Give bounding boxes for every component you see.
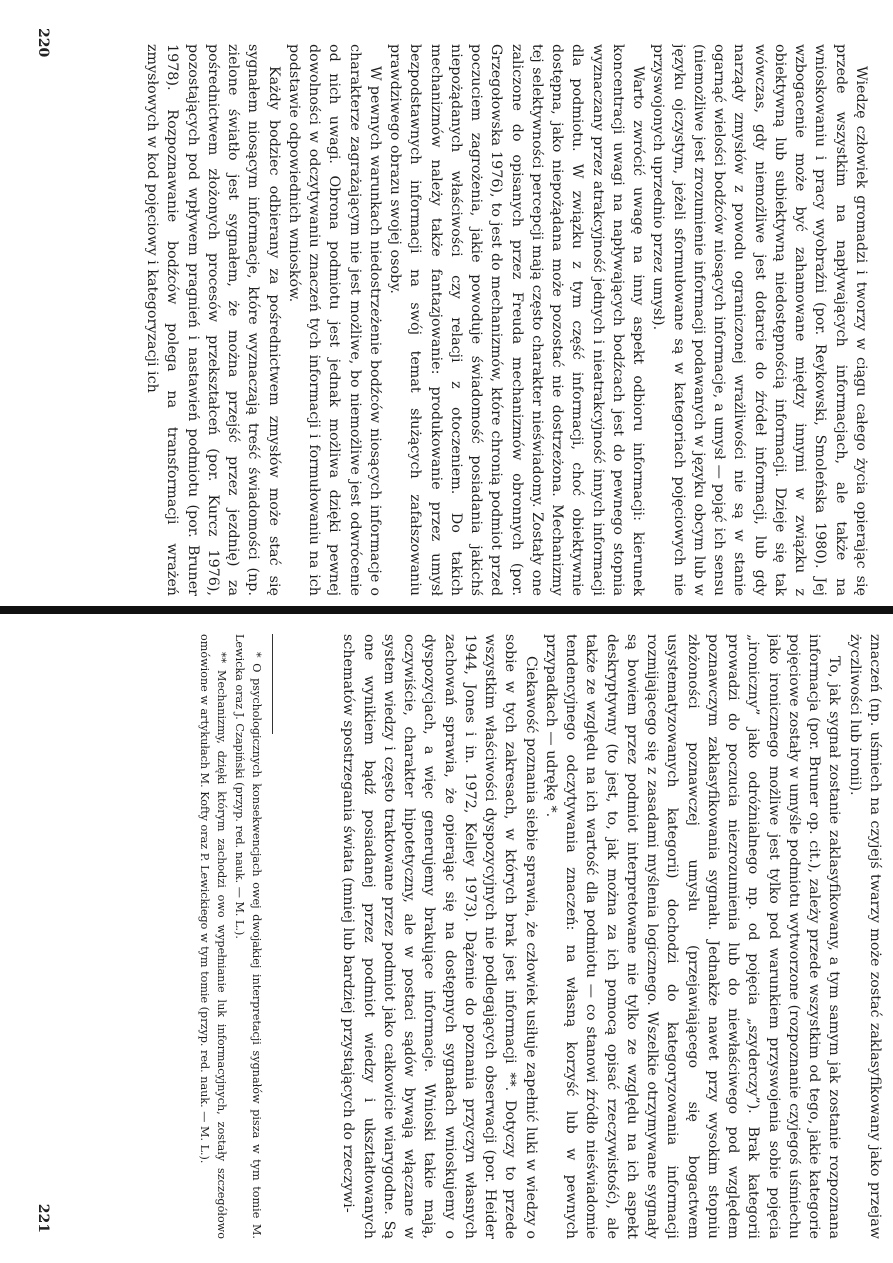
paragraph: znaczeń (np. uśmiech na czyjejś twarzy może zostać zaklasyfikowany jako przejaw życzliwości lub ironii). bbox=[846, 634, 883, 1239]
left-page-body bbox=[116, 44, 871, 596]
right-page-body bbox=[293, 634, 885, 1239]
paragraph: Wiedzę człowiek gromadzi i tworzy w ciągu całego życia opierając się przede wszystkim na napływających informacjach, ale także na wnioskowaniu i pracy wyobraźni (por. Reykowski, Smoleńska 1980). Jej wzbogacenie może być zahamowane między innymi w związku z obiektywną lub subiektywną niedostępnością informacji. Dzieje się tak wówczas, gdy niemożliwe jest dotarcie do źródeł informacji, lub gdy narządy zmysłów z powodu ograniczonej wrażliwości nie są w stanie ogarnąć wielości bodźców niosących informacje, a umysł — pojąć ich sensu (niemożliwe jest zrozumienie informacji podawanych w języku obcym lub w języku ojczystym, jeżeli sformułowane są w kategoriach pojęciowych nie przyswojonych uprzednio przez umysł). bbox=[650, 44, 869, 596]
footnote-rule bbox=[272, 634, 273, 734]
footnote: * O psychologicznych konsekwencjach owej dwojakiej interpretacji sygnałów pisza w tym tomie M. Lewicka oraz J. Czapiński (przyp. red. nauk. — M. L.). bbox=[233, 634, 263, 1239]
paragraph: Warto zwrócić uwagę na inny aspekt odbioru informacji: kierunek koncentracji uwagi na napływających bodźcach jest do pewnego stopnia wyznaczany przez atrakcyjność jednych i nieatrakcyjność innych informacji dla podmiotu. W związku z tym część informacji, choć obiektywnie dostępna, jako niepożądana może pozostać nie dostrzeżona. Mechanizmy tej selektywności percepcji mają często charakter nieświadomy. Zostały one zaliczone do opisanych przez Freuda mechanizmów obronnych (por. Grzegołowska 1976), to jest do mechanizmów, które chronią podmiot przed poczuciem zagrożenia, jakie powoduje świadomość posiadania jakichś niepożądanych właściwości czy relacji z otoczeniem. Do takich mechanizmów należy także fantazjowanie: produkowanie przez umysł bezpodstawnych informacji na swój temat służących zafałszowaniu prawdziwego obrazu swojej osoby. bbox=[387, 44, 647, 596]
right-page bbox=[0, 614, 893, 1263]
footnote: ** Mechanizmy, dzięki którym zachodzi owo wypełnianie luk informacyjnych, zostały szczegółowo omówione w artykułach M. Kofty oraz P. Lewickiego w tym tomie (przyp. red. nauk. — M. L.). bbox=[198, 634, 228, 1239]
paragraph: To, jak sygnał zostanie zaklasyfikowany, a tym samym jak zostanie rozpoznana informacja (por. Bruner op. cit.), zależy przede wszystkim od tego, jakie kategorie pojęciowe zostały w umyśle podmiotu wytworzone (rozpoznanie czyjegoś uśmiechu jako ironicznego możliwe jest tylko pod warunkiem przyswojenia sobie pojęcia „ironiczny” jako odróżnialnego np. od pojęcia „szyderczy”). Brak kategorii prowadzi do poczucia niezrozumienia lub do niewłaściwego pod względem poznawczym zaklasyfikowania sygnału. Jednakże nawet przy wysokim stopniu złożoności poznawczej umysłu (przejawiającego się bogactwem usystematyzowanych kategorii) dochodzi do kategoryzowania informacji rozmijającego się z zasadami myślenia logicznego. Wszelkie otrzymywane sygnały są bowiem przez podmiot interpretowane nie tylko ze względu na ich aspekt deskryptywny (to jest, to, jak można za ich pomocą opisać rzeczywistość), ale także ze względu na ich wartość dla podmiotu — co stanowi źródło nieświadomie tendencyjnego odczytywania znaczeń: na własną korzyść lub w pewnych przypadkach — udrękę *. bbox=[543, 634, 843, 1239]
page-number: 221 bbox=[35, 1203, 51, 1233]
page-number: 220 bbox=[35, 28, 51, 58]
paragraph: Ciekawość poznania siebie sprawia, że człowiek usiłuje zapełnić luki w wiedzy o sobie w tych zakresach, w których brak jest informacji **. Dotyczy to przede wszystkim właściwości dyspozycyjnych nie podlegających obserwacji (por. Heider 1944, Jones i in. 1972, Kelley 1973). Dążenie do poznania przyczyn własnych zachowań sprawia, że opierając się na dostępnych sygnałach wnioskujemy o dyspozycjach, a więc generujemy brakujące informacje. Wnioski takie mają, oczywiście, charakter hipotetyczny, ale w postaci sądów bywają włączane w system wiedzy i często traktowane przez podmiot jako całkowicie wiarygodne. Są one wynikiem bądź posiadanej przez podmiot wiedzy i ukształtowanych schematów spostrzegania świata (mniej lub bardziej przystających do rzeczywi- bbox=[340, 634, 539, 1239]
paragraph: Każdy bodziec odbierany za pośrednictwem zmysłów może stać się sygnałem niosącym informacje, które wyznaczają treść świadomości (np. zielone światło jest sygnałem, że można przejść przez jezdnię) za pośrednictwem złożonych procesów przekształceń (por. Kurcz 1976), pozostających pod wpływem pragnień i nastawień podmiotu (por. Bruner 1978). Rozpoznawanie bodźców polega na transformacji wrażeń zmysłowych w kod pojęciowy i kategoryzacji ich bbox=[144, 44, 282, 596]
left-page bbox=[0, 0, 893, 606]
gutter-divider bbox=[0, 606, 893, 614]
footnotes bbox=[196, 634, 264, 1239]
paragraph: W pewnych warunkach niedostrzeżenie bodźców niosących informacje o charakterze zagrażającym nie jest możliwe, bo niemożliwe jest odwrócenie od nich uwagi. Obrona podmiotu jest jednak możliwa dzięki pewnej dowolności w odczytywaniu znaczeń tych informacji i formułowaniu na ich podstawie odpowiednich wniosków. bbox=[286, 44, 383, 596]
